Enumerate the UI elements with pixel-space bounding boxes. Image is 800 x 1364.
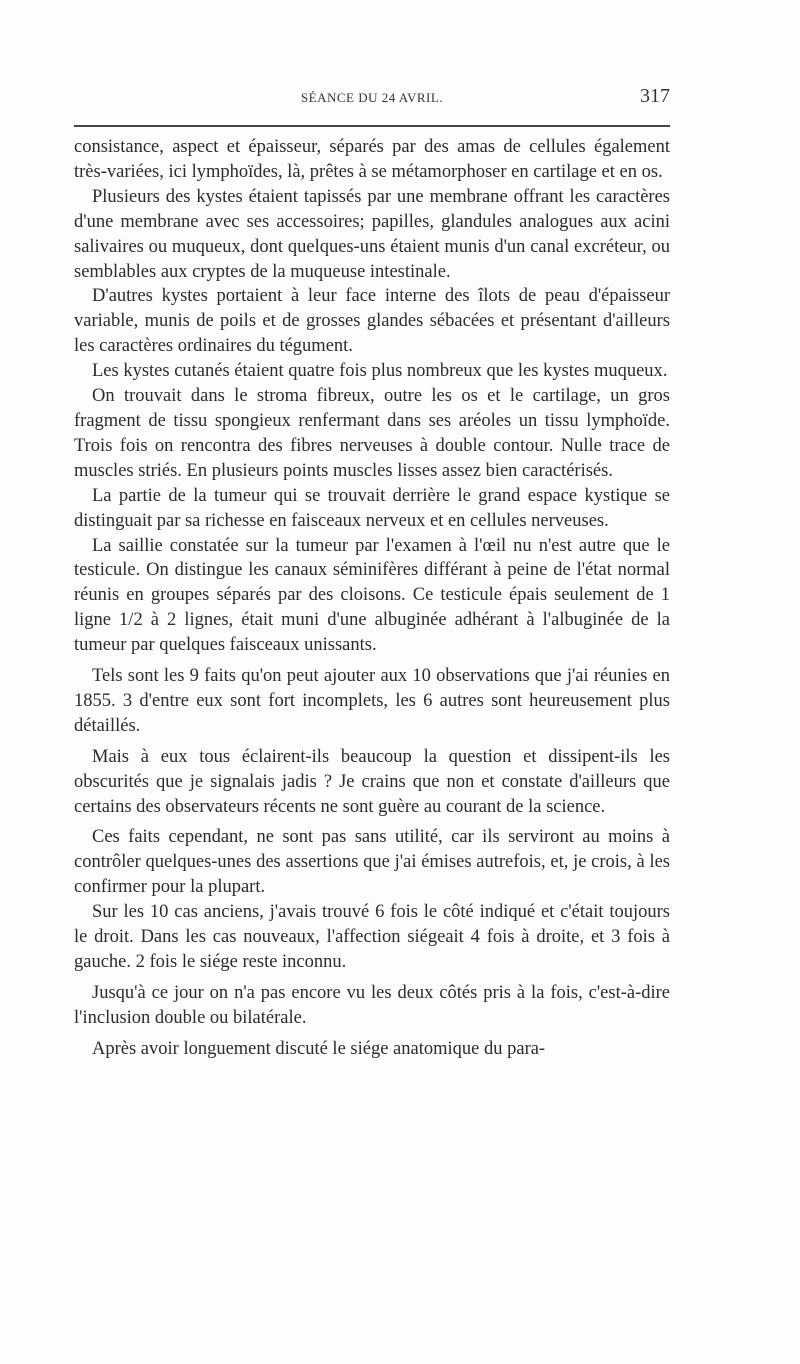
paragraph: consistance, aspect et épaisseur, séparés par des amas de cellules également très-variées, ici lymphoïdes, là, prêtes à se métamorphoser en cartilage et en os. xyxy=(74,137,670,182)
paragraph: Plusieurs des kystes étaient tapissés par une membrane offrant les caractères d'une membrane avec ses accessoires; papilles, glandules analogues aux acini salivaires ou muqueux, dont quelques-uns étaient munis d'un canal excréteur, ou semblables aux cryptes de la muqueuse intestinale. xyxy=(74,186,670,282)
header-rule xyxy=(74,125,670,127)
page-header xyxy=(74,84,670,114)
paragraph: D'autres kystes portaient à leur face interne des îlots de peau d'épaisseur variable, munis de poils et de grosses glandes sébacées et présentant d'ailleurs les caractères ordinaires du tégument. xyxy=(74,286,670,357)
page-number: 317 xyxy=(640,85,670,107)
paragraph: Tels sont les 9 faits qu'on peut ajouter aux 10 observations que j'ai réunies en 1855. 3 d'entre eux sont fort incomplets, les 6 autres sont heureusement plus détaillés. xyxy=(74,666,670,736)
paragraph: Jusqu'à ce jour on n'a pas encore vu les deux côtés pris à la fois, c'est-à-dire l'inclusion double ou bilatérale. xyxy=(74,982,670,1028)
paragraph: Sur les 10 cas anciens, j'avais trouvé 6 fois le côté indiqué et c'était toujours le droit. Dans les cas nouveaux, l'affection siégeait 4 fois à droite, et 3 fois à gauche. 2 fois le siége reste inconnu. xyxy=(74,902,670,972)
paragraph: Mais à eux tous éclairent-ils beaucoup la question et dissipent-ils les obscurités que je signalais jadis ? Je crains que non et constate d'ailleurs que certains des observateurs récents ne sont guère au courant de la science. xyxy=(74,746,670,817)
body-text xyxy=(74,135,670,1062)
paragraph: Les kystes cutanés étaient quatre fois plus nombreux que les kystes muqueux. xyxy=(92,361,668,382)
paragraph: On trouvait dans le stroma fibreux, outre les os et le cartilage, un gros fragment de tissu spongieux renfermant dans ses aréoles un tissu lymphoïde. Trois fois on rencontra des fibres nerveuses à double contour. Nulle trace de muscles striés. En plusieurs points muscles lisses assez bien caractérisés. xyxy=(74,386,670,481)
paragraph: Après avoir longuement discuté le siége anatomique du para- xyxy=(92,1038,546,1059)
running-title: SÉANCE DU 24 AVRIL. xyxy=(300,90,444,105)
paragraph: La saillie constatée sur la tumeur par l'examen à l'œil nu n'est autre que le testicule. On distingue les canaux séminifères différant à peine de l'état normal réunis en groupes séparés par des cloisons. Ce testicule épais seulement de 1 ligne 1/2 à 2 lignes, était muni d'une albuginée adhérant à l'albuginée de la tumeur par quelques faisceaux unissants. xyxy=(74,535,670,656)
paragraph: La partie de la tumeur qui se trouvait derrière le grand espace kystique se distinguait par sa richesse en faisceaux nerveux et en cellules nerveuses. xyxy=(74,485,670,531)
paragraph: Ces faits cependant, ne sont pas sans utilité, car ils serviront au moins à contrôler quelques-unes des assertions que j'ai émises autrefois, et, je crois, à les confirmer pour la plupart. xyxy=(74,827,670,898)
